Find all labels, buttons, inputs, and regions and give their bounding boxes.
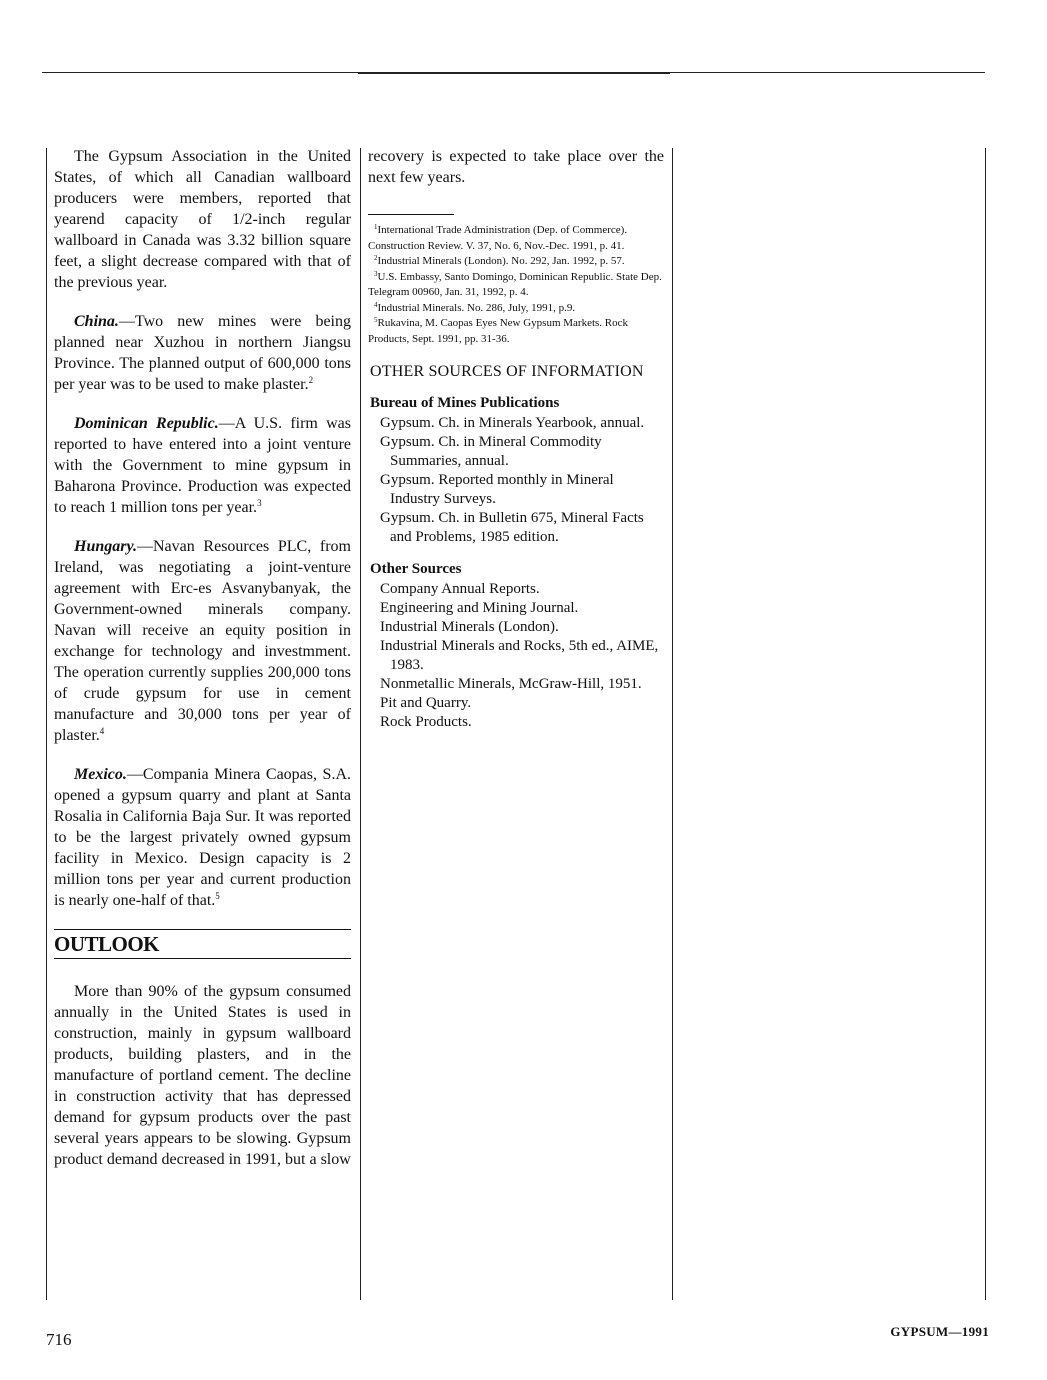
text-china: —Two new mines were being planned near Xuzhou in northern Jiangsu Province. The planned output of 600,000 tons per year was to be used to make plaster. xyxy=(54,313,351,393)
list-item: Nonmetallic Minerals, McGraw-Hill, 1951. xyxy=(380,676,642,692)
list-item: Company Annual Reports. xyxy=(380,581,540,597)
paragraph-outlook: More than 90% of the gypsum consumed annually in the United States is used in construction, mainly in gypsum wallboard products, building plasters, and in the manufacture of portland cement. The decline in construction activity that has depressed demand for gypsum products over the past several years appears to be slowing. Gypsum product demand decreased in 1991, but a slow xyxy=(54,983,351,1168)
heading-china: China. xyxy=(74,313,119,330)
right-margin-rule xyxy=(985,148,986,1300)
column-divider-rule xyxy=(360,148,361,1300)
paragraph-mexico xyxy=(54,764,351,911)
outlook-section-header xyxy=(54,929,351,959)
top-rule-accent xyxy=(358,72,670,74)
left-column xyxy=(54,146,351,1170)
other-sources-subtitle: Other Sources xyxy=(370,561,462,577)
page-number: 716 xyxy=(46,1330,72,1349)
footnote-rule xyxy=(368,214,454,215)
footnote-text: Industrial Minerals. No. 286, July, 1991, p.9. xyxy=(377,301,576,314)
bureau-of-mines-list xyxy=(368,414,664,547)
paragraph-hungary xyxy=(54,536,351,746)
footnote xyxy=(368,223,664,254)
footnote-ref: 4 xyxy=(99,726,105,736)
footnotes xyxy=(368,223,664,347)
footnote-number: 2 xyxy=(374,254,378,262)
paragraph-continuation: recovery is expected to take place over the next few years. xyxy=(368,148,664,186)
right-column xyxy=(368,146,664,732)
list-item: Gypsum. Ch. in Mineral Commodity Summaries, annual. xyxy=(380,434,602,469)
footnote-number: 1 xyxy=(374,223,378,231)
heading-hungary: Hungary. xyxy=(74,538,137,555)
footnote-number: 4 xyxy=(374,300,378,309)
paragraph-dominican-republic xyxy=(54,413,351,518)
paragraph-gypsum-association: The Gypsum Association in the United States, of which all Canadian wallboard producers were members, reported that yearend capacity of 1/2-inch regular wallboard in Canada was 3.32 billion square feet, a slight decrease compared with that of the previous year. xyxy=(54,148,351,291)
column-divider-rule-right xyxy=(672,148,673,1300)
footnote-ref: 2 xyxy=(308,375,314,385)
text-dominican-republic: —A U.S. firm was reported to have entered into a joint venture with the Government to mine gypsum in Baharona Province. Production was expected to reach 1 million tons per year. xyxy=(54,415,351,516)
footnote-number: 5 xyxy=(374,316,378,324)
bureau-of-mines-title: Bureau of Mines Publications xyxy=(370,395,560,411)
footnote-text: International Trade Administration (Dep. of Commerce). Construction Review. V. 37, No. 6, Nov.-Dec. 1991, p. 41. xyxy=(368,224,628,252)
outlook-title: OUTLOOK xyxy=(54,932,160,956)
footnote-text: Industrial Minerals (London). No. 292, Jan. 1992, p. 57. xyxy=(377,255,625,267)
list-item: Rock Products. xyxy=(380,714,472,730)
list-item: Industrial Minerals (London). xyxy=(380,619,559,635)
list-item: Gypsum. Ch. in Bulletin 675, Mineral Facts and Problems, 1985 edition. xyxy=(380,510,644,545)
footnote xyxy=(368,254,664,270)
other-sources-list xyxy=(368,580,664,732)
list-item: Engineering and Mining Journal. xyxy=(380,600,579,616)
running-head: GYPSUM—1991 xyxy=(890,1324,989,1339)
other-sources-title: OTHER SOURCES OF INFORMATION xyxy=(370,363,644,380)
list-item: Pit and Quarry. xyxy=(380,695,472,711)
text-mexico: —Compania Minera Caopas, S.A. opened a gypsum quarry and plant at Santa Rosalia in California Baja Sur. It was reported to be the largest privately owned gypsum facility in Mexico. Design capacity is 2 million tons per year and current production is nearly one-half of that. xyxy=(54,766,351,909)
footnote-ref: 3 xyxy=(257,498,262,508)
footnote xyxy=(368,270,664,301)
footnote-text: U.S. Embassy, Santo Domingo, Dominican Republic. State Dep. Telegram 00960, Jan. 31, 1992, p. 4. xyxy=(368,270,662,298)
text-hungary: —Navan Resources PLC, from Ireland, was negotiating a joint-venture agreement with Erc-es Asvanybanyak, the Government-owned minerals company. Navan will receive an equity position in exchange for technology and investmment. The operation currently supplies 200,000 tons of crude gypsum for use in cement manufacture and 30,000 tons per year of plaster. xyxy=(54,538,351,744)
list-item: Gypsum. Ch. in Minerals Yearbook, annual. xyxy=(380,415,645,431)
footnote-text: Rukavina, M. Caopas Eyes New Gypsum Markets. Rock Products, Sept. 1991, pp. 31-36. xyxy=(368,317,629,345)
footnote xyxy=(368,301,664,317)
footnote xyxy=(368,316,664,347)
heading-mexico: Mexico. xyxy=(74,766,127,783)
footnote-ref: 5 xyxy=(215,891,220,901)
list-item: Industrial Minerals and Rocks, 5th ed., AIME, 1983. xyxy=(380,638,659,673)
footnote-number: 3 xyxy=(374,269,378,278)
list-item: Gypsum. Reported monthly in Mineral Industry Surveys. xyxy=(380,472,614,507)
heading-dominican-republic: Dominican Republic. xyxy=(74,415,219,432)
paragraph-china xyxy=(54,311,351,395)
left-margin-rule xyxy=(46,148,47,1300)
